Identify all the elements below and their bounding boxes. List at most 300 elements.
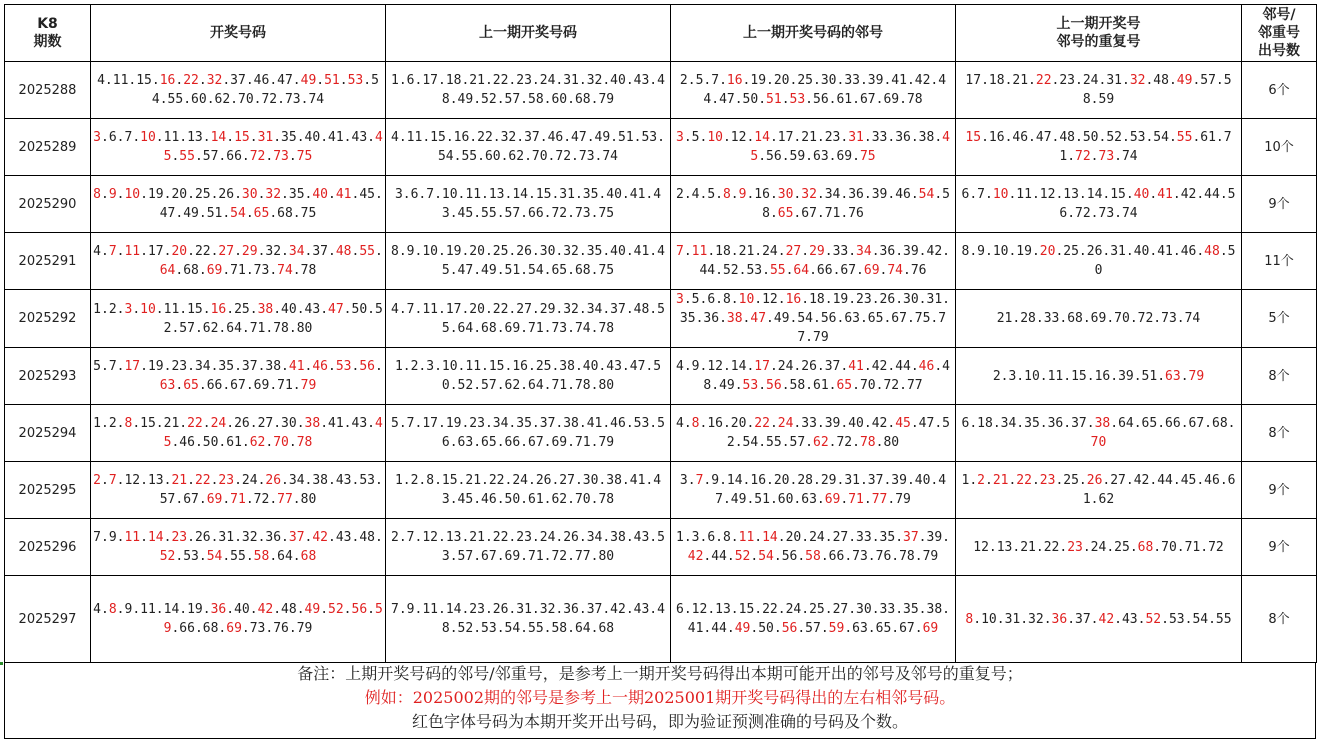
note-line-3: 红色字体号码为本期开奖开出号码，即为验证预测准确的号码及个数。: [411, 712, 908, 731]
period-cell[interactable]: 2025296: [5, 519, 91, 576]
hit-count-cell[interactable]: 9个: [1242, 462, 1317, 519]
neighbor-number: 40: [914, 473, 931, 488]
draw-number: 11: [163, 130, 180, 145]
neighbor-number: 54: [797, 311, 813, 326]
repeat-number: 55: [1176, 130, 1193, 145]
neighbor-repeats-cell[interactable]: 1.2.21.22.23.25.26.27.42.44.45.46.61.62: [956, 462, 1242, 519]
neighbor-number: 34: [856, 244, 872, 259]
header-neighbor-repeats[interactable]: 上一期开奖号 邻号的重复号: [956, 5, 1242, 62]
neighbor-number: 12: [730, 130, 747, 145]
repeat-number: 13: [1063, 187, 1079, 202]
neighbor-number: 22: [754, 416, 770, 431]
draw-number: 78: [296, 435, 313, 450]
draw-number: 20: [171, 244, 188, 259]
neighbor-number: 39: [903, 244, 919, 259]
neighbor-number: 78: [899, 549, 915, 564]
repeat-number: 59: [1098, 92, 1115, 107]
draw-number: 56: [359, 359, 375, 374]
header-period[interactable]: K8 期数: [5, 5, 91, 62]
draw-number: 48: [359, 530, 375, 545]
period-cell[interactable]: 2025297: [5, 576, 91, 663]
repeat-number: 32: [1028, 611, 1044, 627]
repeat-number: 13: [996, 539, 1013, 555]
neighbor-number: 49: [734, 621, 751, 636]
period-cell[interactable]: 2025293: [5, 348, 91, 405]
neighbor-number: 33: [856, 530, 872, 545]
table-row: [5, 62, 1317, 119]
draw-cell[interactable]: 3.6.7.10.11.13.14.15.31.35.40.41.43.45.55.57.66.72.73.75: [91, 119, 386, 176]
draw-number: 67: [183, 492, 199, 507]
draw-number: 51: [324, 73, 340, 88]
neighbor-number: 76: [910, 263, 927, 278]
neighbor-number: 63: [844, 311, 860, 326]
draw-cell[interactable]: 7.9.11.14.23.26.31.32.36.37.42.43.48.52.53.54.55.58.64.68: [91, 519, 386, 576]
neighbor-number: 76: [875, 549, 892, 564]
neighbor-number: 47: [918, 416, 935, 431]
period-cell[interactable]: 2025291: [5, 233, 91, 290]
draw-number: 77: [277, 492, 293, 507]
hit-count-cell[interactable]: 8个: [1242, 576, 1317, 663]
draw-number: 16: [159, 73, 176, 88]
table-row: [5, 290, 1317, 348]
draw-number: 57: [202, 149, 219, 164]
neighbor-number: 52: [734, 549, 751, 564]
draw-number: 43: [351, 130, 368, 145]
period-cell[interactable]: 2025292: [5, 290, 91, 348]
repeat-number: 72: [1137, 311, 1154, 326]
draw-number: 66: [226, 149, 242, 164]
repeat-number: 20: [1039, 244, 1056, 259]
neighbor-number: 56: [781, 549, 798, 564]
neighbor-number: 79: [922, 549, 939, 564]
repeat-number: 52: [1145, 611, 1162, 627]
draw-number: 2: [93, 473, 101, 488]
repeat-number: 46: [1180, 244, 1197, 259]
neighbor-repeats-cell[interactable]: 6.18.34.35.36.37.38.64.65.66.67.68.70: [956, 405, 1242, 462]
draw-number: 15: [187, 301, 203, 317]
repeat-number: 8: [961, 244, 970, 259]
neighbor-number: 42: [926, 244, 943, 259]
neighbor-number: 38: [926, 602, 943, 617]
draw-number: 4: [93, 244, 101, 259]
neighbor-number: 61: [813, 378, 829, 393]
neighbor-number: 36: [895, 130, 911, 145]
prev-draw-cell[interactable]: 2.7.12.13.21.22.23.24.26.34.38.43.53.57.67.69.71.72.77.80: [386, 519, 671, 576]
repeat-number: 6: [961, 416, 970, 431]
neighbor-number: 46: [918, 359, 935, 374]
draw-number: 26: [234, 416, 250, 431]
neighbor-number: 26: [879, 292, 896, 307]
neighbors-cell[interactable]: 3.5.6.8.10.12.16.18.19.23.26.30.31.35.36.38.47.49.54.56.63.65.67.75.77.79: [671, 290, 956, 348]
draw-number: 11: [112, 73, 129, 88]
prev-draw-cell[interactable]: 5.7.17.19.23.34.35.37.38.41.46.53.56.63.65.66.67.69.71.79: [386, 405, 671, 462]
neighbors-cell[interactable]: 3.5.10.12.14.17.21.23.31.33.36.38.45.56.59.63.69.75: [671, 119, 956, 176]
draw-cell[interactable]: 8.9.10.19.20.25.26.30.32.35.40.41.45.47.49.51.54.65.68.75: [91, 176, 386, 233]
neighbor-number: 7: [711, 73, 720, 88]
repeat-number: 73: [1161, 311, 1177, 326]
draw-number: 50: [202, 435, 219, 450]
draw-number: 35: [281, 130, 297, 145]
neighbor-number: 35: [903, 602, 919, 617]
draw-number: 76: [273, 621, 289, 636]
neighbor-number: 39: [824, 416, 841, 431]
draw-number: 23: [171, 359, 188, 374]
repeat-number: 74: [1121, 149, 1138, 164]
draw-number: 50: [351, 301, 368, 317]
draw-number: 47: [328, 301, 344, 317]
hit-count-cell[interactable]: 9个: [1242, 176, 1317, 233]
draw-number: 56: [351, 602, 368, 617]
hit-count-cell[interactable]: 5个: [1242, 290, 1317, 348]
neighbor-number: 54: [758, 549, 774, 564]
draw-number: 57: [179, 320, 195, 336]
draw-number: 62: [214, 92, 231, 107]
draw-number: 68: [183, 263, 199, 278]
neighbor-number: 36: [703, 311, 720, 326]
repeat-number: 48: [1204, 244, 1220, 259]
draw-number: 14: [163, 602, 180, 617]
repeat-number: 21: [1020, 539, 1036, 555]
neighbor-number: 24: [777, 359, 794, 374]
draw-number: 63: [159, 378, 176, 393]
draw-number: 11: [124, 530, 141, 545]
repeat-number: 38: [1094, 416, 1111, 431]
neighbor-number: 30: [903, 292, 919, 307]
neighbor-number: 20: [773, 73, 790, 88]
repeat-number: 42: [1098, 611, 1115, 627]
draw-cell[interactable]: 1.2.8.15.21.22.24.26.27.30.38.41.43.45.46.50.61.62.70.78: [91, 405, 386, 462]
neighbor-repeats-cell[interactable]: 17.18.21.22.23.24.31.32.48.49.57.58.59: [956, 62, 1242, 119]
neighbor-number: 10: [707, 130, 723, 145]
neighbor-number: 26: [801, 359, 817, 374]
neighbor-number: 36: [879, 244, 896, 259]
neighbor-number: 60: [777, 492, 794, 507]
period-cell[interactable]: 2025294: [5, 405, 91, 462]
neighbor-number: 5: [707, 187, 716, 202]
draw-number: 65: [183, 378, 199, 393]
neighbor-number: 18: [809, 292, 825, 307]
repeat-number: 9: [977, 244, 985, 259]
neighbor-number: 33: [844, 73, 860, 88]
draw-number: 55: [179, 149, 195, 164]
neighbor-number: 49: [719, 378, 735, 393]
draw-number: 80: [300, 492, 317, 507]
prev-draw-cell[interactable]: 8.9.10.19.20.25.26.30.32.35.40.41.45.47.49.51.54.65.68.75: [386, 233, 671, 290]
repeat-number: 10: [992, 187, 1009, 202]
repeat-number: 46: [1012, 130, 1029, 145]
draw-number: 40: [312, 187, 329, 202]
repeat-number: 72: [1208, 539, 1224, 555]
period-cell[interactable]: 2025295: [5, 462, 91, 519]
repeat-number: 11: [1047, 368, 1064, 384]
neighbor-number: 69: [883, 92, 900, 107]
neighbor-number: 48: [703, 359, 950, 393]
hit-count-cell[interactable]: 10个: [1242, 119, 1317, 176]
draw-number: 37: [312, 244, 329, 259]
draw-number: 51: [206, 206, 223, 221]
repeat-number: 63: [1165, 368, 1181, 384]
neighbor-number: 3: [676, 130, 684, 145]
draw-number: 31: [257, 130, 274, 145]
neighbor-number: 5: [695, 73, 704, 88]
neighbor-number: 3: [676, 292, 684, 307]
neighbor-number: 35: [879, 530, 896, 545]
draw-number: 22: [194, 244, 211, 259]
hit-count-cell[interactable]: 8个: [1242, 405, 1317, 462]
repeat-number: 15: [1110, 187, 1126, 202]
neighbor-number: 38: [918, 130, 935, 145]
repeat-number: 22: [1035, 73, 1052, 88]
draw-number: 7: [108, 359, 117, 374]
neighbor-number: 7: [676, 244, 684, 259]
neighbor-number: 80: [883, 435, 900, 450]
repeat-number: 58: [1082, 73, 1232, 107]
prev-draw-cell[interactable]: 1.2.3.10.11.15.16.25.38.40.43.47.50.52.57.62.64.71.78.80: [386, 348, 671, 405]
draw-number: 54: [151, 73, 379, 107]
repeat-number: 68: [1067, 311, 1083, 326]
repeat-number: 32: [1129, 73, 1146, 88]
neighbor-number: 53: [742, 378, 759, 393]
neighbor-number: 37: [903, 530, 919, 545]
neighbor-repeats-cell[interactable]: 2.3.10.11.15.16.39.51.63.79: [956, 348, 1242, 405]
draw-number: 24: [241, 473, 258, 488]
neighbor-number: 38: [726, 311, 743, 326]
draw-number: 72: [261, 92, 278, 107]
neighbors-cell[interactable]: 4.8.16.20.22.24.33.39.40.42.45.47.52.54.55.57.62.72.78.80: [671, 405, 956, 462]
repeat-number: 62: [1098, 492, 1115, 507]
draw-number: 7: [108, 244, 117, 259]
repeat-number: 3: [1008, 368, 1017, 384]
hit-count-cell[interactable]: 11个: [1242, 233, 1317, 290]
repeat-number: 39: [1118, 368, 1134, 384]
repeat-number: 50: [1082, 130, 1099, 145]
draw-number: 32: [265, 244, 282, 259]
neighbor-number: 27: [785, 244, 802, 259]
draw-number: 14: [210, 130, 227, 145]
draw-number: 6: [108, 130, 117, 145]
neighbor-number: 3: [679, 473, 688, 488]
draw-number: 19: [147, 187, 164, 202]
neighbor-repeats-cell[interactable]: 15.16.46.47.48.50.52.53.54.55.61.71.72.73.74: [956, 119, 1242, 176]
repeat-number: 47: [1035, 130, 1052, 145]
prev-draw-cell[interactable]: 1.6.17.18.21.22.23.24.31.32.40.43.48.49.52.57.58.60.68.79: [386, 62, 671, 119]
neighbor-repeats-cell[interactable]: 12.13.21.22.23.24.25.68.70.71.72: [956, 519, 1242, 576]
neighbors-cell[interactable]: 2.5.7.16.19.20.25.30.33.39.41.42.44.47.50.51.53.56.61.67.69.78: [671, 62, 956, 119]
draw-number: 19: [147, 359, 164, 374]
draw-number: 8: [108, 602, 117, 617]
neighbor-number: 33: [879, 602, 896, 617]
repeat-number: 31: [1004, 611, 1021, 627]
repeat-number: 66: [1165, 416, 1181, 431]
neighbor-number: 8: [722, 292, 731, 307]
draw-number: 43: [335, 530, 352, 545]
draw-number: 7: [108, 473, 117, 488]
header-prev-draw[interactable]: 上一期开奖号码: [386, 5, 671, 62]
repeat-number: 55: [1215, 611, 1232, 627]
neighbors-cell[interactable]: 7.11.18.21.24.27.29.33.34.36.39.42.44.52.53.55.64.66.67.69.74.76: [671, 233, 956, 290]
draw-cell[interactable]: 2.7.12.13.21.22.23.24.26.34.38.43.53.57.67.69.71.72.77.80: [91, 462, 386, 519]
draw-cell[interactable]: 4.8.9.11.14.19.36.40.42.48.49.52.56.59.66.68.69.73.76.79: [91, 576, 386, 663]
repeat-number: 15: [1071, 368, 1087, 384]
repeat-number: 23: [1039, 473, 1056, 488]
hit-count-cell[interactable]: 9个: [1242, 519, 1317, 576]
draw-number: 49: [304, 602, 321, 617]
header-neighbors[interactable]: 上一期开奖号码的邻号: [671, 5, 956, 62]
neighbor-number: 5: [691, 292, 700, 307]
prev-draw-cell[interactable]: 4.7.11.17.20.22.27.29.32.34.37.48.55.64.68.69.71.73.74.78: [386, 290, 671, 348]
neighbor-repeats-cell[interactable]: 6.7.10.11.12.13.14.15.40.41.42.44.56.72.73.74: [956, 176, 1242, 233]
neighbor-number: 30: [820, 73, 837, 88]
draw-number: 3: [124, 301, 133, 317]
period-cell[interactable]: 2025289: [5, 119, 91, 176]
repeat-number: 43: [1121, 611, 1138, 627]
repeat-number: 42: [1133, 473, 1150, 488]
neighbor-number: 69: [824, 492, 841, 507]
draw-number: 11: [163, 301, 180, 317]
neighbor-number: 6: [707, 530, 716, 545]
neighbor-number: 17: [754, 359, 770, 374]
repeat-number: 31: [1106, 73, 1122, 88]
neighbor-number: 77: [871, 492, 888, 507]
neighbors-cell[interactable]: 4.9.12.14.17.24.26.37.41.42.44.46.48.49.53.56.58.61.65.70.72.77: [671, 348, 956, 405]
repeat-number: 54: [1153, 130, 1169, 145]
repeat-number: 27: [1110, 473, 1126, 488]
neighbor-number: 70: [859, 378, 876, 393]
neighbor-number: 33: [871, 130, 888, 145]
repeat-number: 25: [1114, 539, 1130, 555]
neighbor-number: 44: [711, 621, 727, 636]
draw-number: 22: [187, 416, 203, 431]
neighbors-cell[interactable]: 3.7.9.14.16.20.28.29.31.37.39.40.47.49.51.60.63.69.71.77.79: [671, 462, 956, 519]
repeat-number: 12: [1039, 187, 1056, 202]
draw-number: 47: [277, 73, 293, 88]
draw-number: 52: [328, 602, 344, 617]
draw-cell[interactable]: 5.7.17.19.23.34.35.37.38.41.46.53.56.63.65.66.67.69.71.79: [91, 348, 386, 405]
header-draw[interactable]: 开奖号码: [91, 5, 386, 62]
neighbor-number: 6: [676, 602, 684, 617]
neighbor-number: 9: [738, 187, 747, 202]
draw-number: 80: [296, 320, 313, 336]
draw-number: 67: [230, 378, 246, 393]
repeat-number: 10: [981, 611, 997, 627]
draw-number: 40: [304, 130, 321, 145]
neighbor-number: 67: [801, 206, 817, 221]
neighbor-number: 14: [762, 530, 778, 545]
draw-number: 49: [183, 206, 199, 221]
neighbor-number: 6: [707, 292, 716, 307]
repeat-number: 34: [1000, 416, 1017, 431]
neighbor-number: 40: [848, 416, 864, 431]
repeat-number: 44: [1204, 187, 1220, 202]
neighbor-number: 58: [762, 187, 950, 221]
draw-number: 22: [183, 73, 199, 88]
neighbor-number: 30: [856, 602, 872, 617]
draw-number: 15: [140, 416, 156, 431]
neighbors-cell[interactable]: 1.3.6.8.11.14.20.24.27.33.35.37.39.42.44.52.54.56.58.66.73.76.78.79: [671, 519, 956, 576]
neighbor-number: 67: [840, 263, 857, 278]
prev-draw-cell[interactable]: 1.2.8.15.21.22.24.26.27.30.38.41.43.45.46.50.61.62.70.78: [386, 462, 671, 519]
repeat-number: 2: [992, 368, 1001, 384]
neighbors-cell[interactable]: 2.4.5.8.9.16.30.32.34.36.39.46.54.58.65.67.71.76: [671, 176, 956, 233]
draw-cell[interactable]: 1.2.3.10.11.15.16.25.38.40.43.47.50.52.57.62.64.71.78.80: [91, 290, 386, 348]
draw-number: 4: [93, 602, 101, 617]
neighbor-number: 31: [926, 292, 943, 307]
draw-number: 23: [218, 473, 235, 488]
neighbor-number: 59: [789, 149, 806, 164]
draw-number: 52: [163, 301, 383, 336]
neighbor-number: 41: [687, 621, 704, 636]
draw-number: 59: [163, 602, 383, 636]
draw-number: 71: [230, 263, 246, 278]
neighbor-number: 8: [722, 187, 731, 202]
neighbor-number: 79: [813, 330, 829, 345]
repeat-number: 16: [988, 130, 1005, 145]
neighbor-number: 29: [820, 473, 837, 488]
draw-number: 37: [241, 359, 258, 374]
prev-draw-cell[interactable]: 3.6.7.10.11.13.14.15.31.35.40.41.43.45.55.57.66.72.73.75: [386, 176, 671, 233]
neighbor-number: 59: [828, 621, 845, 636]
footnote[interactable]: [4, 662, 1316, 739]
neighbor-number: 47: [715, 473, 947, 507]
draw-number: 29: [241, 244, 258, 259]
draw-number: 69: [226, 621, 242, 636]
neighbors-cell[interactable]: 6.12.13.15.22.24.25.27.30.33.35.38.41.44.49.50.56.57.59.63.65.67.69: [671, 576, 956, 663]
neighbor-number: 25: [797, 73, 813, 88]
draw-number: 34: [288, 244, 305, 259]
repeat-number: 61: [1082, 473, 1236, 507]
neighbor-number: 44: [711, 549, 727, 564]
draw-number: 4: [97, 73, 105, 88]
neighbor-number: 73: [852, 549, 868, 564]
draw-number: 25: [194, 187, 211, 202]
neighbor-number: 2: [679, 73, 688, 88]
draw-number: 14: [147, 530, 164, 545]
neighbor-repeats-cell[interactable]: 8.10.31.32.36.37.42.43.52.53.54.55: [956, 576, 1242, 663]
table-row: [5, 233, 1317, 290]
period-cell[interactable]: 2025288: [5, 62, 91, 119]
neighbor-number: 49: [730, 492, 747, 507]
prev-draw-cell[interactable]: 4.11.15.16.22.32.37.46.47.49.51.53.54.55.60.62.70.72.73.74: [386, 119, 671, 176]
neighbor-repeats-cell[interactable]: 8.9.10.19.20.25.26.31.40.41.46.48.50: [956, 233, 1242, 290]
neighbor-number: 4: [676, 359, 684, 374]
header-hit-count[interactable]: 邻号/ 邻重号 出号数: [1242, 5, 1317, 62]
repeat-number: 51: [1141, 368, 1158, 384]
prev-draw-cell[interactable]: 7.9.11.14.23.26.31.32.36.37.42.43.48.52.53.54.55.58.64.68: [386, 576, 671, 663]
draw-number: 17: [124, 359, 141, 374]
repeat-number: 25: [1063, 244, 1079, 259]
table-row: [5, 119, 1317, 176]
table-row: [5, 576, 1317, 663]
period-cell[interactable]: 2025290: [5, 176, 91, 233]
neighbor-number: 24: [809, 530, 825, 545]
neighbor-number: 13: [715, 602, 731, 617]
repeat-number: 6: [961, 187, 970, 202]
neighbor-repeats-cell[interactable]: 21.28.33.68.69.70.72.73.74: [956, 290, 1242, 348]
draw-number: 30: [241, 187, 258, 202]
hit-count-cell[interactable]: 8个: [1242, 348, 1317, 405]
neighbor-number: 42: [871, 416, 888, 431]
draw-number: 71: [230, 492, 246, 507]
draw-cell[interactable]: 4.11.15.16.22.32.37.46.47.49.51.53.54.55.60.62.70.72.73.74: [91, 62, 386, 119]
draw-number: 79: [300, 378, 317, 393]
draw-cell[interactable]: 4.7.11.17.20.22.27.29.32.34.37.48.55.64.68.69.71.73.74.78: [91, 233, 386, 290]
draw-number: 12: [124, 473, 141, 488]
neighbor-number: 1: [676, 530, 684, 545]
draw-number: 24: [210, 416, 227, 431]
neighbor-number: 63: [801, 492, 817, 507]
hit-count-cell[interactable]: 6个: [1242, 62, 1317, 119]
repeat-number: 72: [1075, 206, 1091, 221]
